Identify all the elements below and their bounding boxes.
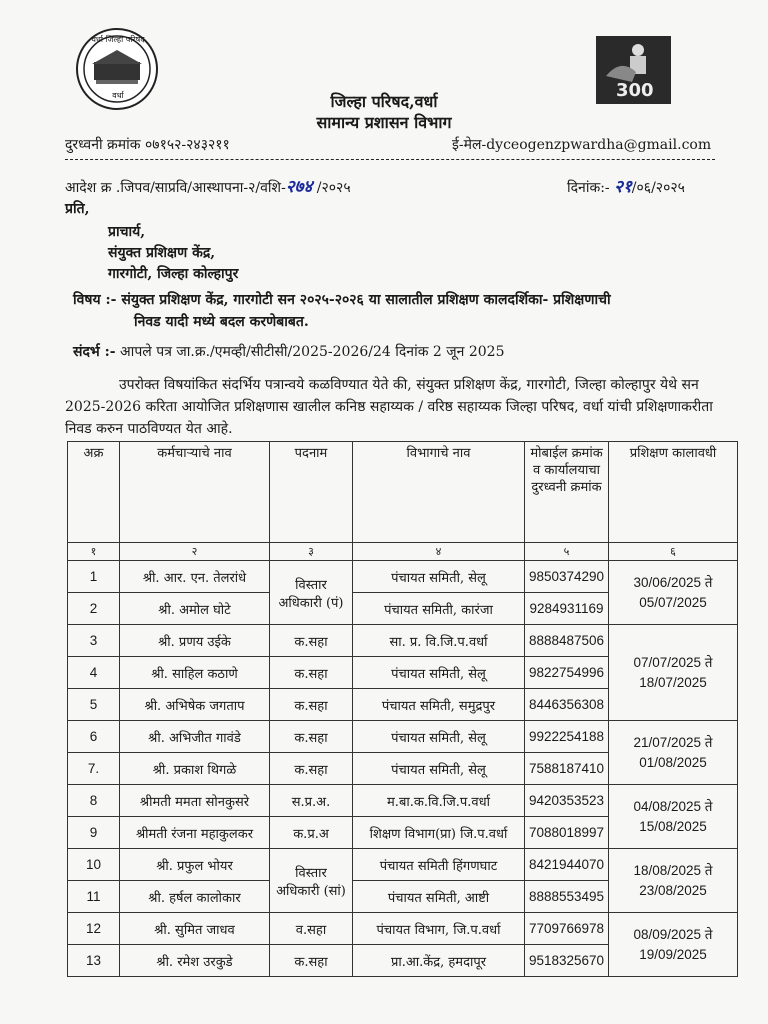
mobile-number: 7588187410 bbox=[525, 753, 609, 785]
mobile-number: 8888553495 bbox=[525, 881, 609, 913]
subject-text1: संयुक्त प्रशिक्षण केंद्र, गारगोटी सन २०२५-२०२६ या सालातील प्रशिक्षण कालदर्शिका- प्रशिक्षणाची bbox=[121, 292, 611, 308]
row-serial: 9 bbox=[68, 817, 120, 849]
period-from: 07/07/2025 ते bbox=[633, 654, 713, 670]
mobile-number: 8446356308 bbox=[525, 689, 609, 721]
period-to: 01/08/2025 bbox=[639, 754, 707, 770]
col-number: २ bbox=[120, 543, 270, 561]
department: प्रा.आ.केंद्र, हमदापूर bbox=[353, 945, 525, 977]
period-from: 08/09/2025 ते bbox=[633, 926, 713, 942]
department: पंचायत समिती, सेलू bbox=[353, 657, 525, 689]
department: पंचायत समिती, सेलू bbox=[353, 753, 525, 785]
col-number: १ bbox=[68, 543, 120, 561]
department: पंचायत विभाग, जि.प.वर्धा bbox=[353, 913, 525, 945]
department: शिक्षण विभाग(प्रा) जि.प.वर्धा bbox=[353, 817, 525, 849]
period-to: 18/07/2025 bbox=[639, 674, 707, 690]
col-number: ४ bbox=[353, 543, 525, 561]
employee-name: श्रीमती ममता सोनकुसरे bbox=[120, 785, 270, 817]
col-number: ५ bbox=[525, 543, 609, 561]
table-header-row bbox=[68, 442, 738, 543]
period-to: 19/09/2025 bbox=[639, 946, 707, 962]
seal-top-text: वर्धा जिल्हा परिषद bbox=[91, 35, 145, 44]
employee-name: श्री. सुमित जाधव bbox=[120, 913, 270, 945]
office-email: ई-मेल-dyceogenzpwardha@gmail.com bbox=[452, 137, 712, 153]
header-divider bbox=[65, 159, 715, 160]
department: सा. प्र. वि.जि.प.वर्धा bbox=[353, 625, 525, 657]
training-period bbox=[609, 625, 738, 721]
table-row bbox=[68, 913, 738, 945]
employee-name: श्री. आर. एन. तेलरांधे bbox=[120, 561, 270, 593]
designation: क.सहा bbox=[270, 657, 353, 689]
recipient-line2: संयुक्त प्रशिक्षण केंद्र, bbox=[108, 245, 216, 261]
employee-name: श्री. रमेश उरकुडे bbox=[120, 945, 270, 977]
mobile-number: 9284931169 bbox=[525, 593, 609, 625]
table-row bbox=[68, 561, 738, 593]
recipient-line1: प्राचार्य, bbox=[108, 224, 146, 240]
department: पंचायत समिती हिंगणघाट bbox=[353, 849, 525, 881]
column-number-row bbox=[68, 543, 738, 561]
row-serial: 3 bbox=[68, 625, 120, 657]
employee-name: श्री. प्रणय उईके bbox=[120, 625, 270, 657]
mobile-number: 9420353523 bbox=[525, 785, 609, 817]
period-from: 30/06/2025 ते bbox=[633, 574, 713, 590]
order-date-suffix: /०६/२०२५ bbox=[631, 180, 685, 196]
row-serial: 13 bbox=[68, 945, 120, 977]
recipient-to: प्रति, bbox=[65, 201, 90, 217]
designation: क.सहा bbox=[270, 721, 353, 753]
row-serial: 6 bbox=[68, 721, 120, 753]
training-period bbox=[609, 785, 738, 849]
row-serial: 10 bbox=[68, 849, 120, 881]
employee-name: श्री. अभिजीत गावंडे bbox=[120, 721, 270, 753]
table-row bbox=[68, 721, 738, 753]
mobile-number: 9850374290 bbox=[525, 561, 609, 593]
employee-name: श्री. अमोल घोटे bbox=[120, 593, 270, 625]
order-date-day: २१ bbox=[614, 177, 632, 197]
seal-bottom-text: वर्धा bbox=[112, 91, 124, 100]
period-from: 04/08/2025 ते bbox=[633, 798, 713, 814]
subject-label: विषय :- bbox=[73, 292, 117, 308]
col-number: ३ bbox=[270, 543, 353, 561]
recipient-line3: गारगोटी, जिल्हा कोल्हापुर bbox=[108, 266, 239, 282]
order-reference bbox=[65, 174, 351, 197]
table-row bbox=[68, 625, 738, 657]
designation: विस्तार अधिकारी (सां) bbox=[270, 849, 353, 913]
header-department: विभागाचे नाव bbox=[353, 442, 525, 543]
mobile-number: 7088018997 bbox=[525, 817, 609, 849]
order-date-label: दिनांक:- bbox=[567, 180, 610, 196]
employee-name: श्री. प्रकाश थिगळे bbox=[120, 753, 270, 785]
mobile-number: 9922254188 bbox=[525, 721, 609, 753]
header-employee-name: कर्मचाऱ्याचे नाव bbox=[120, 442, 270, 543]
department: पंचायत समिती, आष्टी bbox=[353, 881, 525, 913]
training-period bbox=[609, 849, 738, 913]
mobile-number: 7709766978 bbox=[525, 913, 609, 945]
period-to: 15/08/2025 bbox=[639, 818, 707, 834]
office-name: जिल्हा परिषद,वर्धा bbox=[330, 92, 438, 111]
mobile-number: 8421944070 bbox=[525, 849, 609, 881]
row-serial: 1 bbox=[68, 561, 120, 593]
employee-name: श्रीमती रंजना महाकुलकर bbox=[120, 817, 270, 849]
order-ref-suffix: /२०२५ bbox=[316, 180, 351, 196]
training-period bbox=[609, 561, 738, 625]
training-period bbox=[609, 721, 738, 785]
header-serial: अक्र bbox=[68, 442, 120, 543]
designation: क.प्र.अ bbox=[270, 817, 353, 849]
period-from: 18/08/2025 ते bbox=[633, 862, 713, 878]
mobile-number: 9518325670 bbox=[525, 945, 609, 977]
row-serial: 2 bbox=[68, 593, 120, 625]
employee-name: श्री. प्रफुल भोयर bbox=[120, 849, 270, 881]
office-phone: दुरध्वनी क्रमांक ०७१५२-२४३२११ bbox=[65, 137, 230, 153]
employee-name: श्री. अभिषेक जगताप bbox=[120, 689, 270, 721]
order-date bbox=[567, 174, 685, 197]
employee-name: श्री. साहिल कठाणे bbox=[120, 657, 270, 689]
order-ref-number: २७४ bbox=[285, 177, 313, 197]
designation: व.सहा bbox=[270, 913, 353, 945]
department: पंचायत समिती, सेलू bbox=[353, 561, 525, 593]
designation: क.सहा bbox=[270, 753, 353, 785]
subject-line2: निवड यादी मध्ये बदल करणेबाबत. bbox=[134, 314, 309, 330]
training-period bbox=[609, 913, 738, 977]
body-paragraph: उपरोक्त विषयांकित संदर्भिय पत्रान्वये कळविण्यात येते की, संयुक्त प्रशिक्षण केंद्र, गारगोटी, जिल्हा कोल्हापुर येथे सन 2025-2026 करिता आयोजित प्रशिक्षणास खालील कनिष्ठ सहाय्यक / वरिष्ठ सहाय्यक जिल्हा परिषद, वर्धा यांची प्रशिक्षणाकरीता निवड करुन पाठविण्यत येत आहे. bbox=[65, 377, 713, 437]
department: म.बा.क.वि.जि.प.वर्धा bbox=[353, 785, 525, 817]
period-to: 05/07/2025 bbox=[639, 594, 707, 610]
row-serial: 11 bbox=[68, 881, 120, 913]
designation: क.सहा bbox=[270, 625, 353, 657]
subject-line1 bbox=[73, 290, 733, 309]
designation: क.सहा bbox=[270, 945, 353, 977]
period-from: 21/07/2025 ते bbox=[633, 734, 713, 750]
table-row bbox=[68, 785, 738, 817]
department: पंचायत समिती, समुद्रपुर bbox=[353, 689, 525, 721]
reference-text: आपले पत्र जा.क्र./एमव्ही/सीटीसी/2025-2026/24 दिनांक 2 जून 2025 bbox=[120, 344, 505, 360]
department: पंचायत समिती, कारंजा bbox=[353, 593, 525, 625]
header-training-period: प्रशिक्षण कालावधी bbox=[609, 442, 738, 543]
training-roster-table bbox=[67, 441, 738, 977]
designation: क.सहा bbox=[270, 689, 353, 721]
header-designation: पदनाम bbox=[270, 442, 353, 543]
row-serial: 4 bbox=[68, 657, 120, 689]
anniversary-number: 300 bbox=[616, 80, 654, 101]
designation: स.प्र.अ. bbox=[270, 785, 353, 817]
row-serial: 12 bbox=[68, 913, 120, 945]
reference-label: संदर्भ :- bbox=[73, 344, 116, 360]
period-to: 23/08/2025 bbox=[639, 882, 707, 898]
mobile-number: 9822754996 bbox=[525, 657, 609, 689]
mobile-number: 8888487506 bbox=[525, 625, 609, 657]
col-number: ६ bbox=[609, 543, 738, 561]
department-name: सामान्य प्रशासन विभाग bbox=[316, 113, 452, 132]
order-ref-prefix: आदेश क्र .जिपव/साप्रवि/आस्थापना-२/वशि- bbox=[65, 180, 286, 196]
reference-line bbox=[73, 342, 505, 361]
department: पंचायत समिती, सेलू bbox=[353, 721, 525, 753]
row-serial: 7. bbox=[68, 753, 120, 785]
header-mobile: मोबाईल क्रमांक व कार्यालयाचा दुरध्वनी क्रमांक bbox=[525, 442, 609, 543]
designation: विस्तार अधिकारी (पं) bbox=[270, 561, 353, 625]
row-serial: 8 bbox=[68, 785, 120, 817]
employee-name: श्री. हर्षल कालोकार bbox=[120, 881, 270, 913]
row-serial: 5 bbox=[68, 689, 120, 721]
table-row bbox=[68, 849, 738, 881]
